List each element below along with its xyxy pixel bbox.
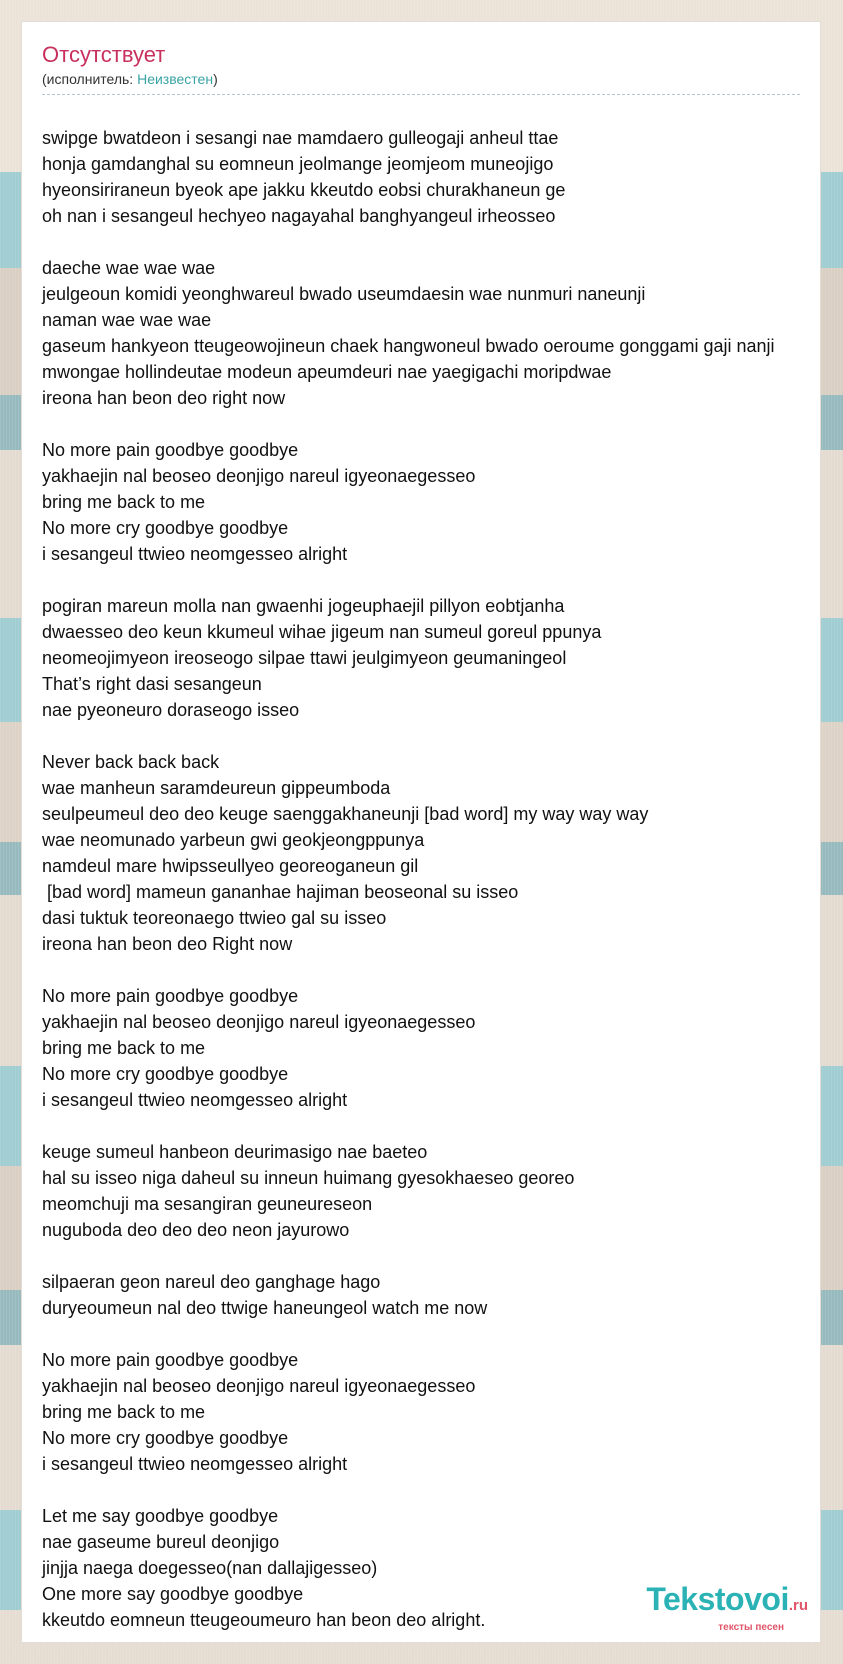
lyric-line: nae pyeoneuro doraseogo isseo	[42, 700, 300, 720]
lyric-line: gaseum hankyeon tteugeowojineun chaek hangwoneul bwado oeroume gonggami gaji nanji	[42, 336, 775, 356]
lyric-line: No more pain goodbye goodbye	[42, 1350, 299, 1370]
lyric-line: No more cry goodbye goodbye	[42, 1428, 289, 1448]
lyric-line: No more cry goodbye goodbye	[42, 518, 289, 538]
artist-suffix: )	[213, 71, 218, 87]
lyric-line: bring me back to me	[42, 1402, 206, 1422]
lyric-line: keuge sumeul hanbeon deurimasigo nae baeteo	[42, 1142, 428, 1162]
lyric-line: bring me back to me	[42, 1038, 206, 1058]
lyric-line: i sesangeul ttwieo neomgesseo alright	[42, 1454, 348, 1474]
lyric-line: duryeoumeun nal deo ttwige haneungeol watch me now	[42, 1298, 488, 1318]
lyric-line: oh nan i sesangeul hechyeo nagayahal banghyangeul irheosseo	[42, 206, 556, 226]
lyric-line: yakhaejin nal beoseo deonjigo nareul igyeonaegesseo	[42, 1012, 476, 1032]
lyric-line: ireona han beon deo right now	[42, 388, 286, 408]
artist-line	[42, 70, 800, 88]
lyric-line	[42, 411, 820, 437]
lyrics-text	[42, 125, 820, 1633]
lyric-line: honja gamdanghal su eomneun jeolmange jeomjeom muneojigo	[42, 154, 554, 174]
artist-link[interactable]: Неизвестен	[137, 71, 214, 87]
lyrics-card	[22, 22, 820, 1642]
artist-prefix: (исполнитель:	[42, 71, 138, 87]
lyric-line: ireona han beon deo Right now	[42, 934, 293, 954]
lyric-line: i sesangeul ttwieo neomgesseo alright	[42, 1090, 348, 1110]
lyric-line: pogiran mareun molla nan gwaenhi jogeuphaejil pillyon eobtjanha	[42, 596, 565, 616]
lyric-line: yakhaejin nal beoseo deonjigo nareul igyeonaegesseo	[42, 466, 476, 486]
logo-wordmark	[646, 1583, 808, 1622]
lyric-line: bring me back to me	[42, 492, 206, 512]
lyric-line	[42, 1321, 820, 1347]
lyric-line: Let me say goodbye goodbye	[42, 1506, 279, 1526]
lyric-line: hyeonsiriraneun byeok ape jakku kkeutdo eobsi churakhaneun ge	[42, 180, 566, 200]
lyric-line	[42, 1243, 820, 1269]
lyric-line: Never back back back	[42, 752, 220, 772]
lyric-line: naman wae wae wae	[42, 310, 212, 330]
lyric-line	[42, 1477, 820, 1503]
lyric-line: wae manheun saramdeureun gippeumboda	[42, 778, 391, 798]
lyric-line: wae neomunado yarbeun gwi geokjeongppunya	[42, 830, 425, 850]
lyric-line: jeulgeoun komidi yeonghwareul bwado useumdaesin wae nunmuri naneunji	[42, 284, 646, 304]
lyric-line: nuguboda deo deo deo neon jayurowo	[42, 1220, 350, 1240]
lyric-line: [bad word] mameun gananhae hajiman beoseonal su isseo	[42, 882, 519, 902]
logo-name: Tekstovoi	[646, 1581, 789, 1617]
lyric-line: dwaesseo deo keun kkumeul wihae jigeum nan sumeul goreul ppunya	[42, 622, 602, 642]
logo-tagline: тексты песен	[718, 1622, 784, 1633]
lyric-line: yakhaejin nal beoseo deonjigo nareul igyeonaegesseo	[42, 1376, 476, 1396]
lyric-line: meomchuji ma sesangiran geuneureseon	[42, 1194, 373, 1214]
lyric-line: nae gaseume bureul deonjigo	[42, 1532, 280, 1552]
logo-tld: .ru	[788, 1597, 808, 1614]
lyric-line	[42, 1113, 820, 1139]
lyric-line	[42, 567, 820, 593]
lyric-line: mwongae hollindeutae modeun apeumdeuri nae yaegigachi moripdwae	[42, 362, 612, 382]
song-header	[42, 42, 800, 95]
lyric-line: kkeutdo eomneun tteugeoumeuro han beon deo alright.	[42, 1610, 486, 1630]
lyric-line: silpaeran geon nareul deo ganghage hago	[42, 1272, 381, 1292]
lyric-line: One more say goodbye goodbye	[42, 1584, 304, 1604]
song-title: Отсутствует	[42, 42, 166, 67]
lyric-line	[42, 957, 820, 983]
lyric-line: namdeul mare hwipsseullyeo georeoganeun gil	[42, 856, 419, 876]
lyric-line: daeche wae wae wae	[42, 258, 216, 278]
lyric-line: i sesangeul ttwieo neomgesseo alright	[42, 544, 348, 564]
lyric-line: No more pain goodbye goodbye	[42, 440, 299, 460]
lyric-line: seulpeumeul deo deo keuge saenggakhaneunji [bad word] my way way way	[42, 804, 649, 824]
lyric-line	[42, 723, 820, 749]
lyric-line: hal su isseo niga daheul su inneun huimang gyesokhaeseo georeo	[42, 1168, 575, 1188]
lyric-line: dasi tuktuk teoreonaego ttwieo gal su isseo	[42, 908, 387, 928]
lyric-line: No more pain goodbye goodbye	[42, 986, 299, 1006]
lyric-line: No more cry goodbye goodbye	[42, 1064, 289, 1084]
lyric-line: That’s right dasi sesangeun	[42, 674, 262, 694]
site-logo[interactable]	[646, 1583, 808, 1634]
lyric-line	[42, 229, 820, 255]
lyric-line: swipge bwatdeon i sesangi nae mamdaero gulleogaji anheul ttae	[42, 128, 559, 148]
lyric-line: jinjja naega doegesseo(nan dallajigesseo)	[42, 1558, 378, 1578]
lyric-line: neomeojimyeon ireoseogo silpae ttawi jeulgimyeon geumaningeol	[42, 648, 567, 668]
